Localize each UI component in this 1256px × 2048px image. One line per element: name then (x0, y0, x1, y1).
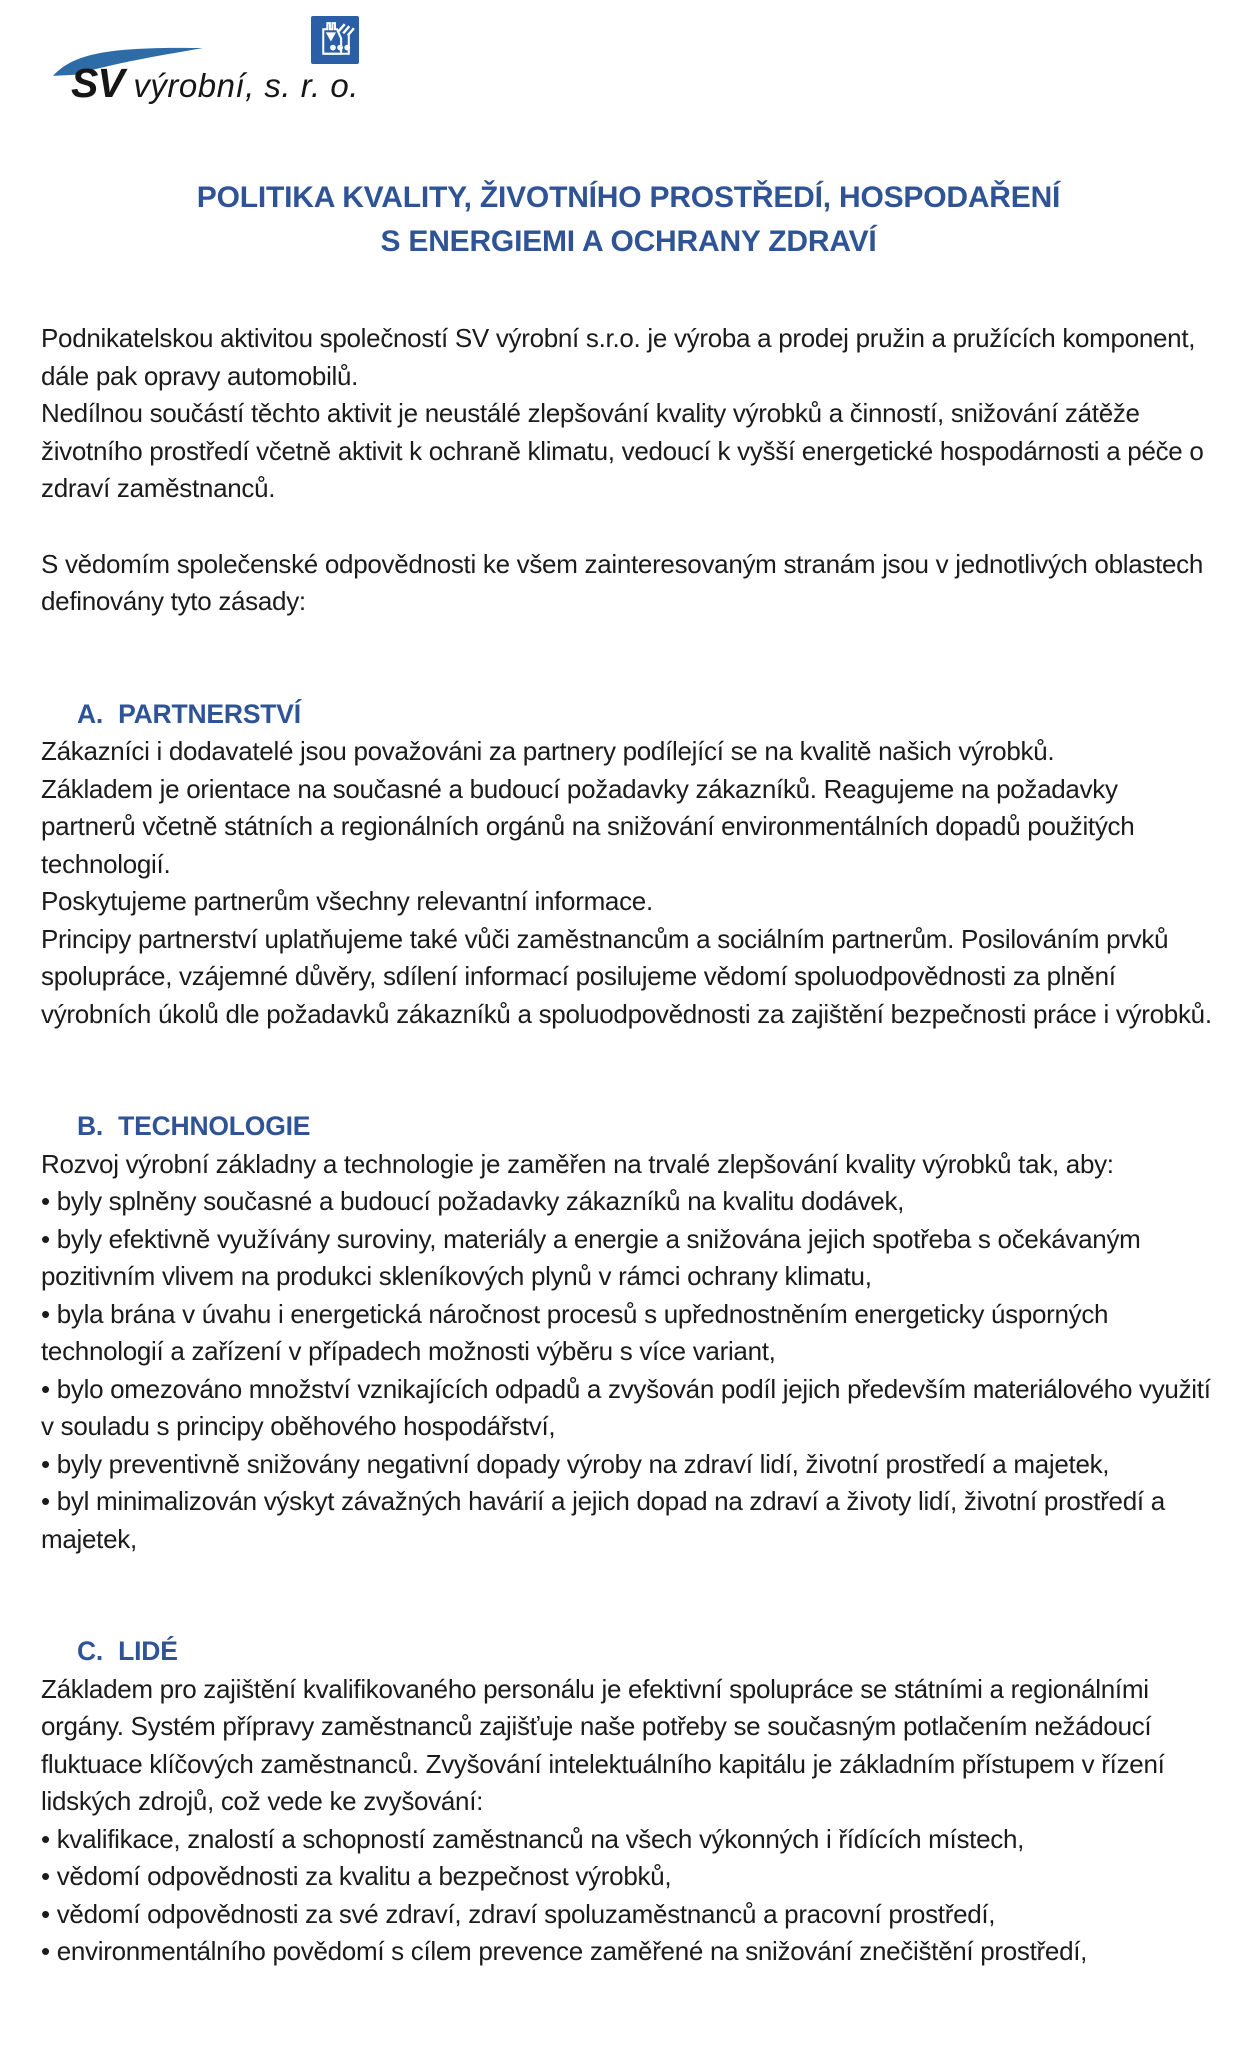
bullet-item: • vědomí odpovědnosti za kvalitu a bezpečnost výrobků, (41, 1861, 672, 1891)
section-title: TECHNOLOGIE (118, 1111, 311, 1141)
page-title-line1: POLITIKA KVALITY, ŽIVOTNÍHO PROSTŘEDÍ, HOSPODAŘENÍ (196, 181, 1061, 214)
section-paragraph: Zákazníci i dodavatelé jsou považováni za partnery podílející se na kvalitě našich výrobků. (41, 736, 1055, 766)
company-name-rest (124, 67, 134, 104)
section-letter: B. (77, 1111, 104, 1141)
intro-paragraph-2: Nedílnou součástí těchto aktivit je neustálé zlepšování kvality výrobků a činností, snižování zátěže životního prostředí včetně aktivit k ochraně klimatu, vedoucí k vyšší energetické hospodárnosti a péče o zdraví zaměstnanců. (41, 398, 1204, 503)
intro-paragraph-1: Podnikatelskou aktivitou společností SV výrobní s.r.o. je výroba a prodej pružin a pružících komponent, dále pak opravy automobilů. (41, 323, 1196, 391)
section-letter: C. (77, 1636, 104, 1666)
bullet-item: • bylo omezováno množství vznikajících odpadů a zvyšován podíl jejich především materiálového využití v souladu s principy oběhového hospodářství, (41, 1373, 1211, 1441)
factory-icon (311, 16, 359, 64)
section-title: PARTNERSTVÍ (118, 698, 301, 729)
sections-container (41, 621, 1216, 1971)
section-paragraph: Základem pro zajištění kvalifikovaného personálu je efektivní spolupráce se státními a regionálními orgány. Systém přípravy zaměstnanců zajišťuje naše potřeby se současným potlačením nežádoucí fluktuace klíčových zaměstnanců. Zvyšování intelektuálního kapitálu je základním přístupem v řízení lidských zdrojů, což vede ke zvyšování: (41, 1673, 1165, 1816)
bullet-item: • vědomí odpovědnosti za své zdraví, zdraví spoluzaměstnanců a pracovní prostředí, (41, 1898, 996, 1929)
bullet-item: • byly efektivně využívány suroviny, materiály a energie a snižována jejich spotřeba s očekávaným pozitivním vlivem na produkci skleníkových plynů v rámci ochrany klimatu, (41, 1223, 1141, 1291)
bullet-item: • byly preventivně snižovány negativní dopady výroby na zdraví lidí, životní prostředí a majetek, (41, 1448, 1110, 1479)
section-spacer (41, 621, 1216, 696)
company-name-bold: SV (71, 60, 124, 106)
section-paragraph: Základem je orientace na současné a budoucí požadavky zákazníků. Reagujeme na požadavky partnerů včetně státních a regionálních orgánů na snižování environmentálních dopadů použitých technologií. (41, 773, 1135, 879)
bullet-item: • byly splněny současné a budoucí požadavky zákazníků na kvalitu dodávek, (41, 1186, 905, 1216)
section-letter: A. (77, 698, 104, 729)
company-name-suffix: výrobní, s. r. o. (133, 67, 359, 104)
intro-paragraph-3: S vědomím společenské odpovědnosti ke všem zainteresovaným stranám jsou v jednotlivých oblastech definovány tyto zásady: (41, 548, 1204, 616)
bullet-item: • environmentálního povědomí s cílem prevence zaměřené na snižování znečištění prostředí, (41, 1936, 1088, 1966)
section-spacer (41, 1033, 1216, 1108)
section-paragraph: Poskytujeme partnerům všechny relevantní informace. (41, 886, 653, 916)
section-title: LIDÉ (118, 1636, 178, 1666)
section-heading-b (77, 1108, 1216, 1146)
bullet-item: • byla brána v úvahu i energetická náročnost procesů s upřednostněním energeticky úsporných technologií a zařízení v případech možnosti výběru s více variant, (41, 1298, 1109, 1366)
section-paragraph: Rozvoj výrobní základny a technologie je zaměřen na trvalé zlepšování kvality výrobků tak, aby: (41, 1148, 1114, 1179)
section-spacer (41, 1558, 1216, 1633)
section-heading-a (77, 696, 1216, 734)
bullet-item: • kvalifikace, znalostí a schopností zaměstnanců na všech výkonných i řídících místech, (41, 1823, 1025, 1854)
section-heading-c (77, 1633, 1216, 1671)
document-body (41, 320, 1216, 1971)
paragraph-spacer (41, 508, 1216, 546)
company-name (71, 60, 359, 107)
page-title-line2: S ENERGIEMI A OCHRANY ZDRAVÍ (380, 225, 877, 258)
section-paragraph: Principy partnerství uplatňujeme také vůči zaměstnancům a sociálním partnerům. Posilováním prvků spolupráce, vzájemné důvěry, sdílení informací posilujeme vědomí spoluodpovědnosti za plnění výrobních úkolů dle požadavků zákazníků a spoluodpovědnosti za zajištění bezpečnosti práce i výrobků. (41, 923, 1212, 1029)
page-title (41, 176, 1216, 264)
bullet-item: • byl minimalizován výskyt závažných havárií a jejich dopad na zdraví a životy lidí, životní prostředí a majetek, (41, 1486, 1165, 1554)
company-logo (41, 14, 1216, 114)
